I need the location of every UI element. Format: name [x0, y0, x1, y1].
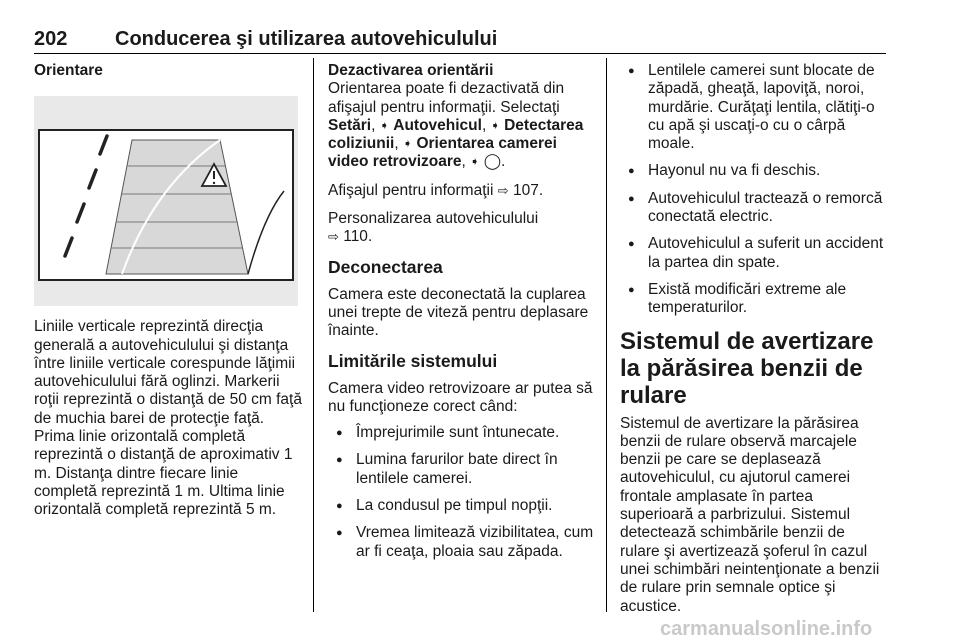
column-1: [34, 62, 304, 530]
subheading-deconectarea: Deconectarea: [328, 256, 443, 277]
off-circle-icon: ◯: [483, 153, 502, 171]
arrow-icon: ➧: [490, 119, 500, 132]
personalization-ref: Personalizarea autovehiculului ⇨ 110.: [328, 210, 539, 246]
column-divider: [313, 58, 314, 612]
page-number: 202: [34, 28, 68, 50]
arrow-icon: ➧: [379, 119, 389, 132]
list-item: ● Autovehiculul tractează o remorcă conectată electric.: [620, 190, 888, 227]
section-heading-dezactivare: Dezactivarea orientării: [328, 62, 494, 79]
arrow-icon: ➧: [402, 138, 413, 151]
deconectarea-paragraph: Camera este deconectată la cuplarea unei trepte de viteză pentru deplasare înainte.: [328, 285, 589, 340]
list-item: ● Lumina farurilor bate direct în lentilele camerei.: [328, 451, 596, 488]
page-ref-icon: ⇨: [497, 182, 509, 198]
arrow-icon: ➧: [470, 156, 480, 169]
list-item: ● Împrejurimile sunt întunecate.: [328, 424, 596, 442]
list-item: ● Autovehiculul a suferit un accident la partea din spate.: [620, 235, 888, 272]
list-item: ● Vremea limitează vizibilitatea, cum ar fi ceaţa, ploaia sau zăpada.: [328, 524, 596, 561]
list-item: ● Hayonul nu va fi deschis.: [620, 162, 888, 180]
list-item: ● Lentilele camerei sunt blocate de zăpadă, gheaţă, lapoviţă, noroi, murdărie. Curăţaţi lentila, clătiţi-o cu apă şi uscaţi-o cu o cârpă moale.: [620, 62, 888, 153]
section-heading-orientare: Orientare: [34, 62, 103, 79]
page-header: [34, 28, 886, 54]
lane-departure-paragraph: Sistemul de avertizare la părăsirea benzii de rulare observă marcajele benzii pe care se deplasează autovehiculul, cu ajutorul camerei frontale amplasate în partea superioară a parbrizului. Sistemul detectează schimbările benzii de rulare şi avertizează şoferul în cazul unei schimbări neintenţionate a benzii de rulare prin semnale optice şi acustice.: [620, 414, 880, 615]
column-divider: [606, 58, 607, 612]
limitari-intro: Camera video retrovizoare ar putea să nu funcţioneze corect când:: [328, 379, 593, 415]
section-title-lane-departure: Sistemul de avertizare la părăsirea benzii de rulare: [620, 327, 874, 409]
menu-item-setari: Setări: [328, 116, 372, 134]
watermark: carmanualsonline.info: [660, 618, 873, 640]
menu-item-autovehicul: Autovehicul: [393, 116, 482, 134]
column-3: [620, 62, 888, 626]
limitari-list-continued: [620, 62, 888, 318]
limitari-list: [328, 424, 596, 561]
rear-camera-illustration: [34, 96, 298, 306]
info-display-ref: Afişajul pentru informaţii ⇨ 107.: [328, 181, 544, 199]
subheading-limitari: Limitările sistemului: [328, 350, 498, 371]
column-2: [328, 62, 596, 571]
list-item: ● La condusul pe timpul nopţii.: [328, 497, 596, 515]
menu-item-orientarea-camerei: Orientarea camerei video retrovizoare: [328, 135, 557, 171]
dezactivare-paragraph: Orientarea poate fi dezactivată din afişajul pentru informaţii. Selectaţi Setări, ➧ Autovehicul, ➧ Detectarea coliziunii, ➧ Orientarea camerei video retrovizoare, ➧ ◯.: [328, 80, 584, 171]
camera-guidelines-image: [34, 96, 298, 306]
page-ref-icon: ⇨: [328, 229, 339, 245]
orientare-paragraph: Liniile verticale reprezintă direcţia generală a autovehiculului şi distanţa între liniile verticale corespunde lăţimii autovehiculului fără oglinzi. Markerii roţii reprezintă o distanţă de 50 cm faţă de muchia barei de protecţie faţă. Prima linie orizontală completă reprezintă o distanţă de aproximativ 1 m. Distanţa dintre fiecare linie completă reprezintă 1 m. Ultima linie orizontală completă reprezintă 5 m.: [34, 318, 302, 519]
menu-item-detectarea-coliziunii: Detectarea coliziunii: [328, 116, 584, 153]
page-title: Conducerea şi utilizarea autovehiculului: [115, 28, 498, 50]
header-rule: [34, 53, 886, 54]
list-item: ● Există modificări extreme ale temperaturilor.: [620, 281, 888, 318]
